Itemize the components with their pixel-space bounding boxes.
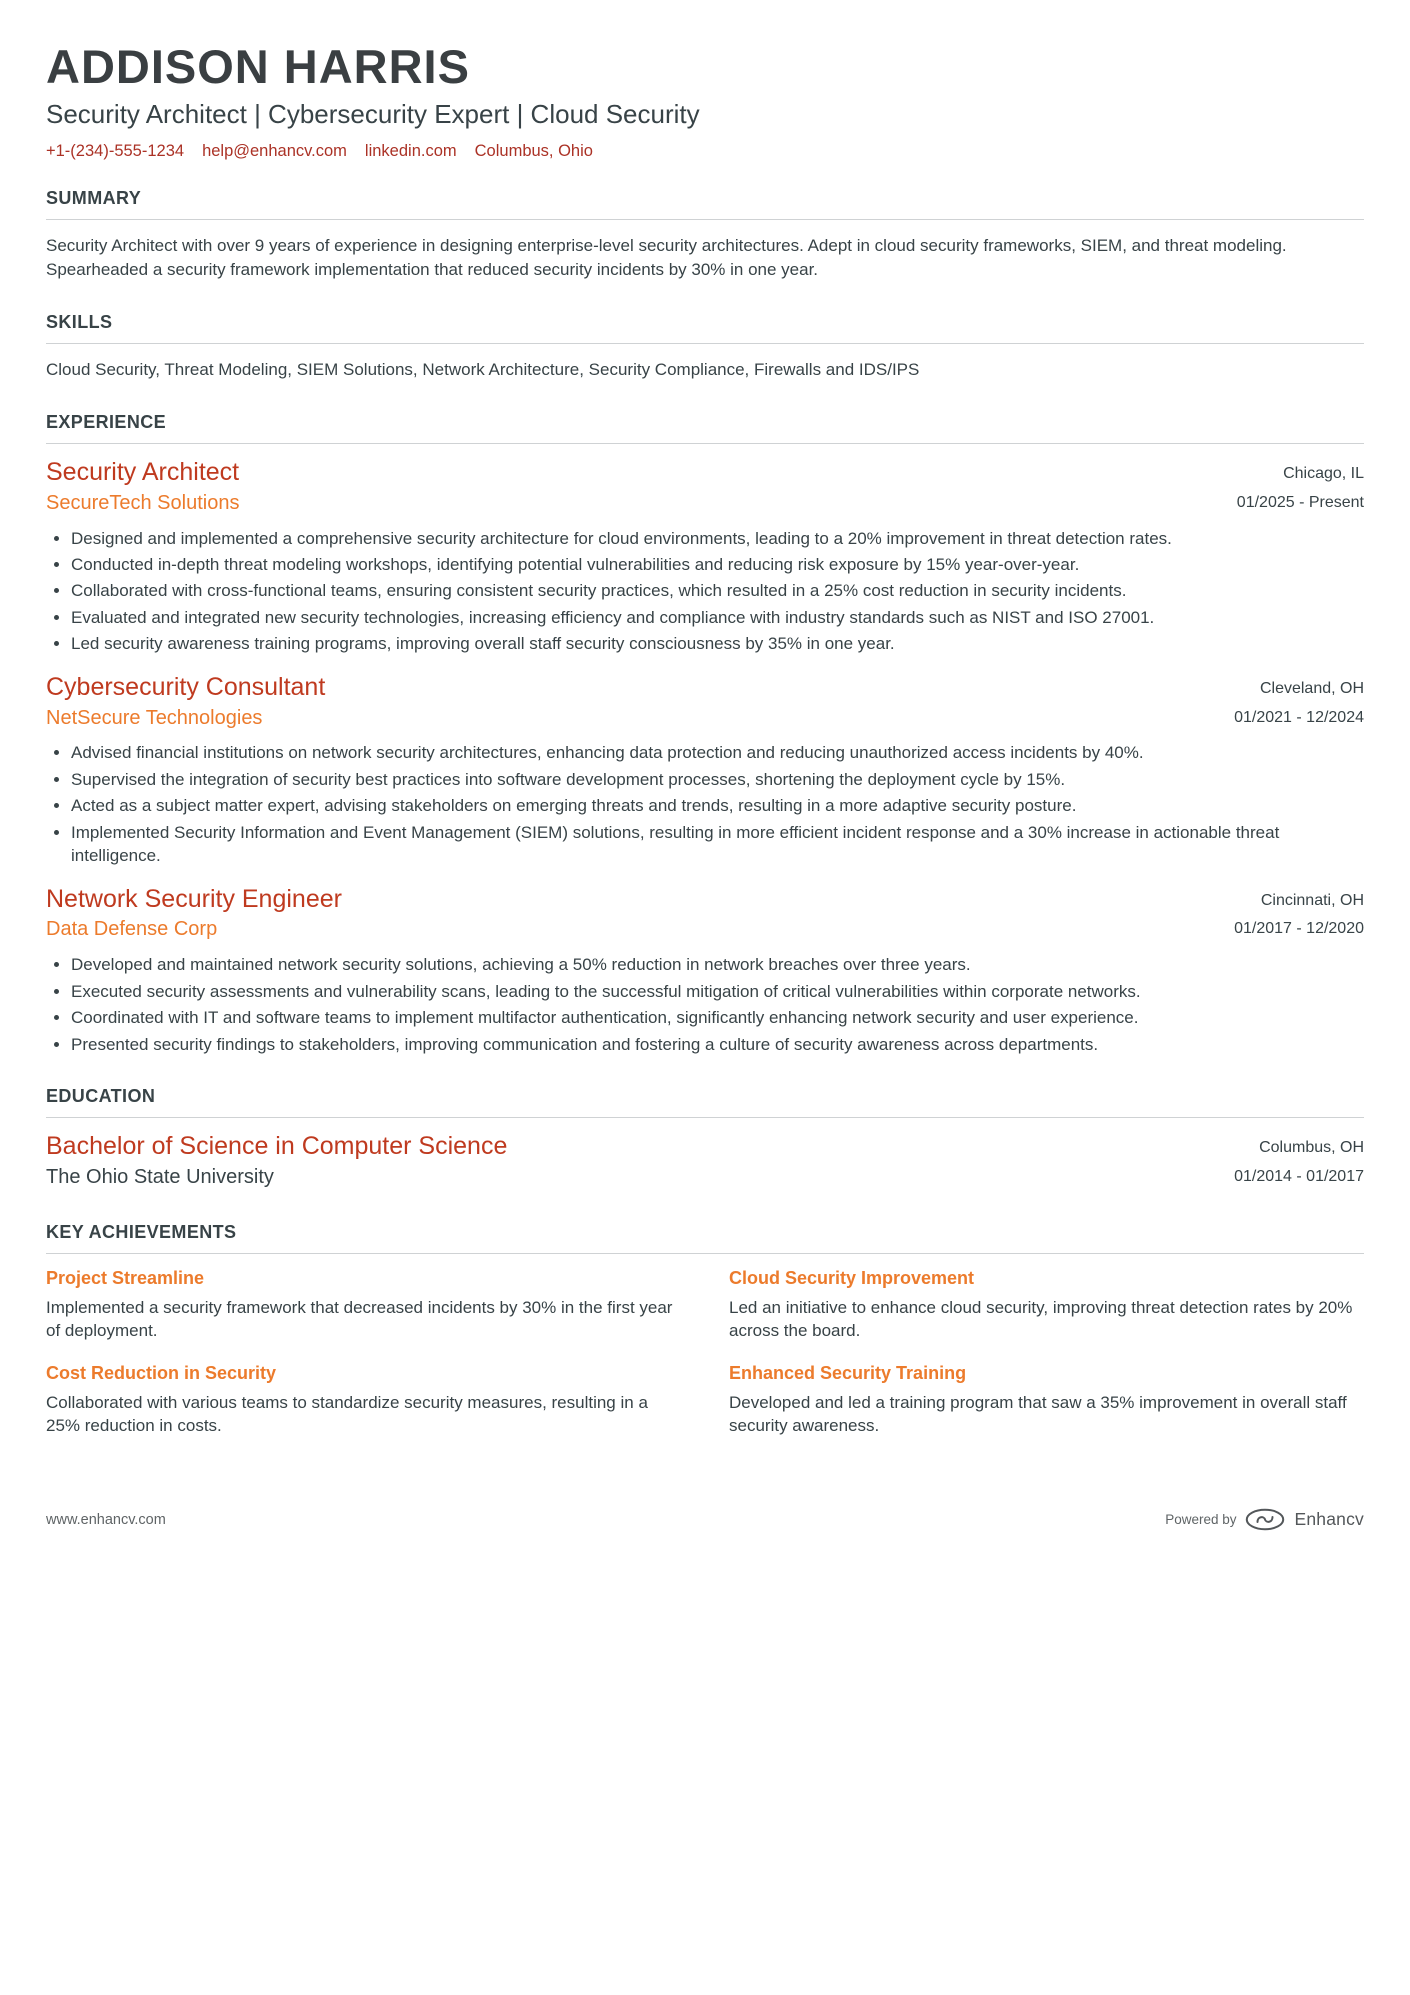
job-header: [46, 885, 1364, 945]
summary-section: [46, 188, 1364, 282]
achievements-section: [46, 1222, 1364, 1438]
resume-footer: [46, 1508, 1364, 1531]
candidate-name: ADDISON HARRIS: [46, 40, 470, 93]
achievement-text: Collaborated with various teams to standardize security measures, resulting in a 25% reduction in costs.: [46, 1392, 648, 1435]
job-header: [46, 673, 1364, 733]
job-company: NetSecure Technologies: [46, 706, 263, 729]
powered-by-enhancv-link[interactable]: [1165, 1508, 1364, 1531]
job-bullet: • Designed and implemented a comprehensive security architecture for cloud environments, leading to a 20% improvement in threat detection rates.: [71, 527, 1364, 550]
enhancv-logo-icon: [1245, 1508, 1285, 1531]
job-bullet: • Coordinated with IT and software teams to implement multifactor authentication, significantly enhancing network security and user experience.: [71, 1006, 1364, 1029]
job-bullet: • Presented security findings to stakeholders, improving communication and fostering a culture of security awareness across departments.: [71, 1033, 1364, 1056]
job-bullet: • Developed and maintained network security solutions, achieving a 50% reduction in network breaches over three years.: [71, 953, 1364, 976]
education-dates: 01/2014 - 01/2017: [1234, 1167, 1364, 1185]
skills-heading: SKILLS: [46, 312, 1364, 344]
experience-section: [46, 412, 1364, 1056]
job-bullet: • Collaborated with cross-functional teams, ensuring consistent security practices, which resulted in a 25% cost reduction in security incidents.: [71, 579, 1364, 602]
job-dates: 01/2017 - 12/2020: [1234, 920, 1364, 938]
job-meta: [1234, 673, 1364, 733]
achievement-title: Cloud Security Improvement: [729, 1267, 975, 1288]
achievements-grid: [46, 1268, 1364, 1438]
skills-section: [46, 312, 1364, 382]
job-bullet: • Implemented Security Information and Event Management (SIEM) solutions, resulting in more efficient incident response and a 30% increase in actionable threat intelligence.: [71, 821, 1364, 868]
achievement-text: Led an initiative to enhance cloud security, improving threat detection rates by 20% across the board.: [729, 1297, 1353, 1341]
achievement-title: Cost Reduction in Security: [46, 1362, 277, 1383]
job-meta: [1234, 885, 1364, 945]
summary-text: Security Architect with over 9 years of experience in designing enterprise-level security architectures. Adept in cloud security frameworks, SIEM, and threat modeling. Spearheaded a security framework implementation that reduced security incidents by 30% in one year.: [46, 235, 1287, 279]
job-bullet: • Supervised the integration of security best practices into software development processes, shortening the deployment cycle by 15%.: [71, 768, 1364, 791]
job-meta: [1237, 458, 1364, 518]
job-header: [46, 458, 1364, 518]
job-bullet-list: [46, 953, 1364, 1056]
job-bullet: • Executed security assessments and vulnerability scans, leading to the successful mitigation of critical vulnerabilities within corporate networks.: [71, 980, 1364, 1003]
job-bullet-list: [46, 527, 1364, 656]
education-location: Columbus, OH: [1259, 1139, 1364, 1157]
education-entry: [46, 1132, 1364, 1192]
achievement-text: Implemented a security framework that decreased incidents by 30% in the first year of deployment.: [46, 1297, 673, 1341]
achievement-title: Enhanced Security Training: [729, 1362, 967, 1383]
job-title: Cybersecurity Consultant: [46, 672, 326, 701]
education-meta: [1234, 1132, 1364, 1192]
enhancv-brand-text: Enhancv: [1294, 1509, 1364, 1529]
location-text: Columbus, Ohio: [474, 141, 593, 160]
powered-by-label: Powered by: [1165, 1512, 1237, 1527]
job-bullet: • Acted as a subject matter expert, advising stakeholders on emerging threats and trends, resulting in a more adaptive security posture.: [71, 794, 1364, 817]
job-dates: 01/2021 - 12/2024: [1234, 708, 1364, 726]
job-company: Data Defense Corp: [46, 918, 218, 941]
skills-text: Cloud Security, Threat Modeling, SIEM Solutions, Network Architecture, Security Compliance, Firewalls and IDS/IPS: [46, 359, 920, 379]
education-heading: EDUCATION: [46, 1086, 1364, 1118]
achievements-heading: KEY ACHIEVEMENTS: [46, 1222, 1364, 1254]
phone-link[interactable]: +1-(234)-555-1234: [46, 141, 185, 160]
job-bullet: • Conducted in-depth threat modeling workshops, identifying potential vulnerabilities and reducing risk exposure by 15% year-over-year.: [71, 553, 1364, 576]
job-location: Cleveland, OH: [1259, 679, 1364, 697]
linkedin-link[interactable]: linkedin.com: [364, 141, 457, 160]
job-bullet: • Led security awareness training programs, improving overall staff security consciousness by 35% in one year.: [71, 632, 1364, 655]
school-name: The Ohio State University: [46, 1165, 274, 1188]
job-title: Network Security Engineer: [46, 884, 342, 913]
resume-header: [46, 42, 1364, 161]
achievement-item: [729, 1363, 1364, 1438]
job-location: Chicago, IL: [1283, 464, 1364, 482]
achievement-item: [46, 1268, 681, 1343]
achievement-text: Developed and led a training program that saw a 35% improvement in overall staff security awareness.: [729, 1392, 1347, 1435]
job-company: SecureTech Solutions: [46, 491, 240, 514]
job-bullet-list: [46, 741, 1364, 867]
candidate-title: Security Architect | Cybersecurity Expert | Cloud Security: [46, 99, 700, 130]
email-link[interactable]: help@enhancv.com: [202, 141, 347, 160]
education-section: [46, 1086, 1364, 1192]
achievement-item: [729, 1268, 1364, 1343]
job-dates: 01/2025 - Present: [1236, 493, 1364, 511]
job-bullet: • Evaluated and integrated new security technologies, increasing efficiency and compliance with industry standards such as NIST and ISO 27001.: [71, 606, 1364, 629]
summary-heading: SUMMARY: [46, 188, 1364, 220]
job-entry-cybersecurity-consultant: [46, 673, 1364, 868]
job-bullet: • Advised financial institutions on network security architectures, enhancing data protection and reducing unauthorized access incidents by 40%.: [71, 741, 1364, 764]
contact-row: [46, 142, 1364, 161]
achievement-item: [46, 1363, 681, 1438]
job-title: Security Architect: [46, 457, 240, 486]
degree-title: Bachelor of Science in Computer Science: [46, 1132, 508, 1161]
footer-website-link[interactable]: www.enhancv.com: [46, 1511, 166, 1528]
experience-heading: EXPERIENCE: [46, 412, 1364, 444]
job-location: Cincinnati, OH: [1260, 891, 1364, 909]
job-entry-network-security-engineer: [46, 885, 1364, 1056]
achievement-title: Project Streamline: [46, 1267, 205, 1288]
job-entry-security-architect: [46, 458, 1364, 656]
